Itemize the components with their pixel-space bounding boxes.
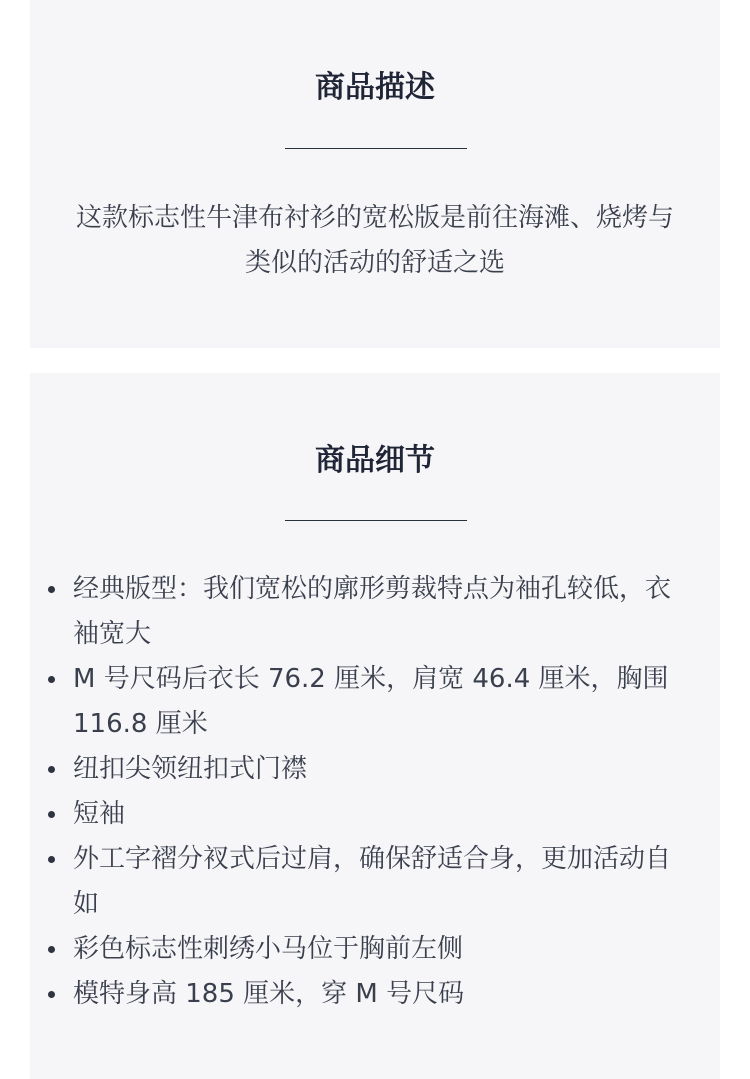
details-list-item: [30, 972, 720, 1017]
details-item-text: 短袖: [73, 799, 126, 829]
details-item-text: 外工字褶分衩式后过肩，确保舒适合身，更加活动自如: [73, 844, 672, 919]
description-divider: [285, 148, 467, 149]
details-list-item: [30, 837, 720, 927]
description-title: 商品描述: [315, 70, 435, 105]
product-description-card: [30, 0, 720, 348]
product-details-card: [30, 373, 720, 1079]
details-list-item: [30, 747, 720, 792]
bullet-dot-icon: [48, 946, 55, 953]
details-title: 商品细节: [315, 443, 435, 478]
bullet-dot-icon: [48, 586, 55, 593]
bullet-dot-icon: [48, 991, 55, 998]
details-list-item: [30, 792, 720, 837]
bullet-dot-icon: [48, 766, 55, 773]
bullet-dot-icon: [48, 676, 55, 683]
details-item-text: M 号尺码后衣长 76.2 厘米，肩宽 46.4 厘米，胸围 116.8 厘米: [73, 664, 669, 739]
details-list: [30, 567, 720, 1017]
description-text: 这款标志性牛津布衬衫的宽松版是前往海滩、烧烤与类似的活动的舒适之选: [75, 203, 674, 278]
details-list-item: [30, 567, 720, 657]
details-list-item: [30, 927, 720, 972]
details-list-item: [30, 657, 720, 747]
bullet-dot-icon: [48, 811, 55, 818]
bullet-dot-icon: [48, 856, 55, 863]
details-item-text: 经典版型：我们宽松的廓形剪裁特点为袖孔较低，衣袖宽大: [73, 574, 672, 649]
details-item-text: 彩色标志性刺绣小马位于胸前左侧: [73, 934, 464, 964]
details-item-text: 纽扣尖领纽扣式门襟: [73, 754, 308, 784]
details-item-text: 模特身高 185 厘米，穿 M 号尺码: [73, 979, 465, 1009]
details-divider: [285, 520, 467, 521]
